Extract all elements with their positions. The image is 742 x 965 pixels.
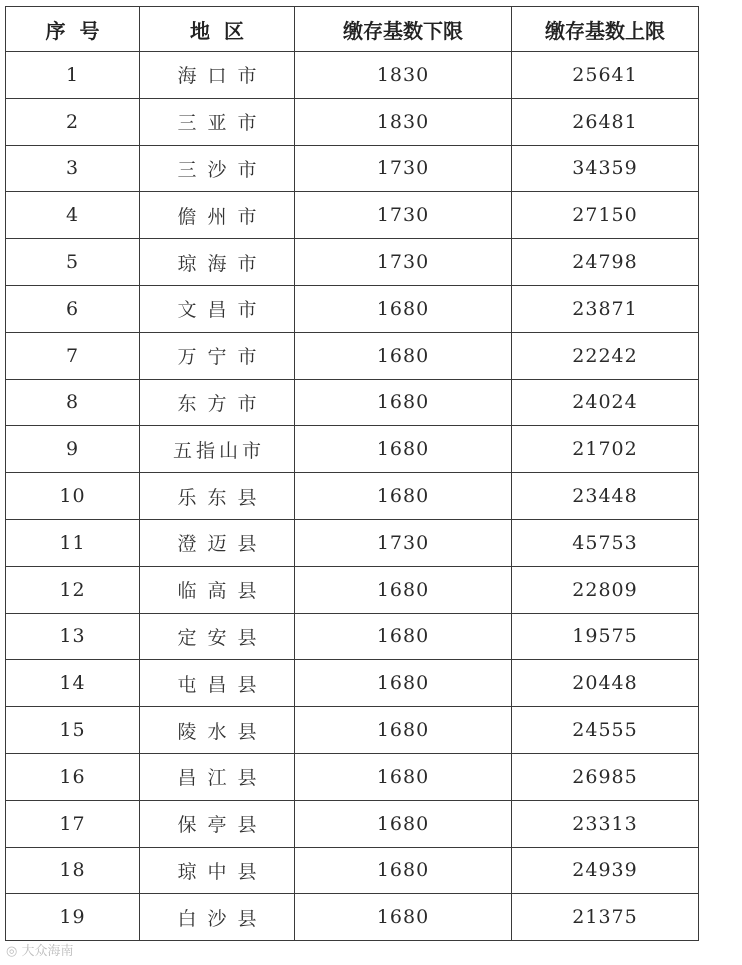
row-upper-limit: 22242 [512, 332, 699, 379]
table-row [6, 379, 699, 426]
row-index: 4 [6, 192, 140, 239]
row-region: 琼 海 市 [140, 239, 295, 286]
row-region: 临 高 县 [140, 566, 295, 613]
row-index: 12 [6, 566, 140, 613]
row-index: 7 [6, 332, 140, 379]
row-index: 3 [6, 145, 140, 192]
row-upper-limit: 20448 [512, 660, 699, 707]
row-upper-limit: 23871 [512, 285, 699, 332]
watermark-text: 大众海南 [21, 944, 74, 959]
table-row [6, 145, 699, 192]
row-index: 17 [6, 800, 140, 847]
table-body [6, 52, 699, 941]
table-row [6, 753, 699, 800]
row-lower-limit: 1830 [295, 52, 512, 99]
row-upper-limit: 24024 [512, 379, 699, 426]
row-region: 澄 迈 县 [140, 519, 295, 566]
row-index: 9 [6, 426, 140, 473]
row-upper-limit: 24939 [512, 847, 699, 894]
row-index: 11 [6, 519, 140, 566]
table-row [6, 566, 699, 613]
row-upper-limit: 27150 [512, 192, 699, 239]
table-row [6, 800, 699, 847]
row-region: 保 亭 县 [140, 800, 295, 847]
row-index: 10 [6, 473, 140, 520]
row-index: 1 [6, 52, 140, 99]
row-region: 文 昌 市 [140, 285, 295, 332]
table-row [6, 660, 699, 707]
row-upper-limit: 26481 [512, 98, 699, 145]
row-lower-limit: 1730 [295, 145, 512, 192]
row-region: 五 指 山 市 [140, 426, 295, 473]
row-region: 定 安 县 [140, 613, 295, 660]
table-row [6, 426, 699, 473]
row-region: 琼 中 县 [140, 847, 295, 894]
row-region: 万 宁 市 [140, 332, 295, 379]
row-lower-limit: 1680 [295, 707, 512, 754]
table-row [6, 332, 699, 379]
row-region: 三 亚 市 [140, 98, 295, 145]
row-lower-limit: 1680 [295, 753, 512, 800]
row-region: 屯 昌 县 [140, 660, 295, 707]
row-region: 陵 水 县 [140, 707, 295, 754]
row-index: 2 [6, 98, 140, 145]
document-sheet [5, 6, 699, 941]
table-row [6, 707, 699, 754]
row-upper-limit: 21375 [512, 894, 699, 941]
contribution-base-table [5, 6, 699, 941]
row-lower-limit: 1680 [295, 660, 512, 707]
watermark [6, 940, 74, 959]
row-index: 18 [6, 847, 140, 894]
table-row [6, 519, 699, 566]
row-upper-limit: 25641 [512, 52, 699, 99]
row-upper-limit: 23313 [512, 800, 699, 847]
row-lower-limit: 1680 [295, 613, 512, 660]
table-row [6, 613, 699, 660]
row-lower-limit: 1680 [295, 285, 512, 332]
header-index: 序号 [6, 7, 140, 52]
row-lower-limit: 1680 [295, 332, 512, 379]
row-index: 5 [6, 239, 140, 286]
row-lower-limit: 1830 [295, 98, 512, 145]
row-lower-limit: 1680 [295, 473, 512, 520]
table-row [6, 847, 699, 894]
table-row [6, 52, 699, 99]
table-row [6, 894, 699, 941]
row-region: 昌 江 县 [140, 753, 295, 800]
row-lower-limit: 1730 [295, 239, 512, 286]
row-lower-limit: 1680 [295, 894, 512, 941]
row-index: 13 [6, 613, 140, 660]
row-lower-limit: 1680 [295, 379, 512, 426]
row-region: 乐 东 县 [140, 473, 295, 520]
row-upper-limit: 45753 [512, 519, 699, 566]
row-lower-limit: 1680 [295, 566, 512, 613]
row-index: 6 [6, 285, 140, 332]
row-region: 东 方 市 [140, 379, 295, 426]
row-index: 8 [6, 379, 140, 426]
row-lower-limit: 1730 [295, 519, 512, 566]
table-row [6, 285, 699, 332]
row-lower-limit: 1680 [295, 847, 512, 894]
table-header-row [6, 7, 699, 52]
row-upper-limit: 24555 [512, 707, 699, 754]
header-upper-limit: 缴存基数上限 [512, 7, 699, 52]
row-region: 儋 州 市 [140, 192, 295, 239]
row-upper-limit: 26985 [512, 753, 699, 800]
table-row [6, 473, 699, 520]
row-upper-limit: 22809 [512, 566, 699, 613]
row-index: 19 [6, 894, 140, 941]
row-lower-limit: 1680 [295, 800, 512, 847]
row-upper-limit: 19575 [512, 613, 699, 660]
row-region: 白 沙 县 [140, 894, 295, 941]
table-row [6, 192, 699, 239]
header-lower-limit: 缴存基数下限 [295, 7, 512, 52]
row-index: 15 [6, 707, 140, 754]
row-upper-limit: 23448 [512, 473, 699, 520]
row-region: 三 沙 市 [140, 145, 295, 192]
table-row [6, 239, 699, 286]
row-upper-limit: 34359 [512, 145, 699, 192]
row-region: 海 口 市 [140, 52, 295, 99]
row-upper-limit: 24798 [512, 239, 699, 286]
table-row [6, 98, 699, 145]
row-lower-limit: 1680 [295, 426, 512, 473]
row-index: 16 [6, 753, 140, 800]
row-index: 14 [6, 660, 140, 707]
row-upper-limit: 21702 [512, 426, 699, 473]
watermark-logo-icon: ◎ [6, 944, 22, 959]
header-region: 地区 [140, 7, 295, 52]
row-lower-limit: 1730 [295, 192, 512, 239]
